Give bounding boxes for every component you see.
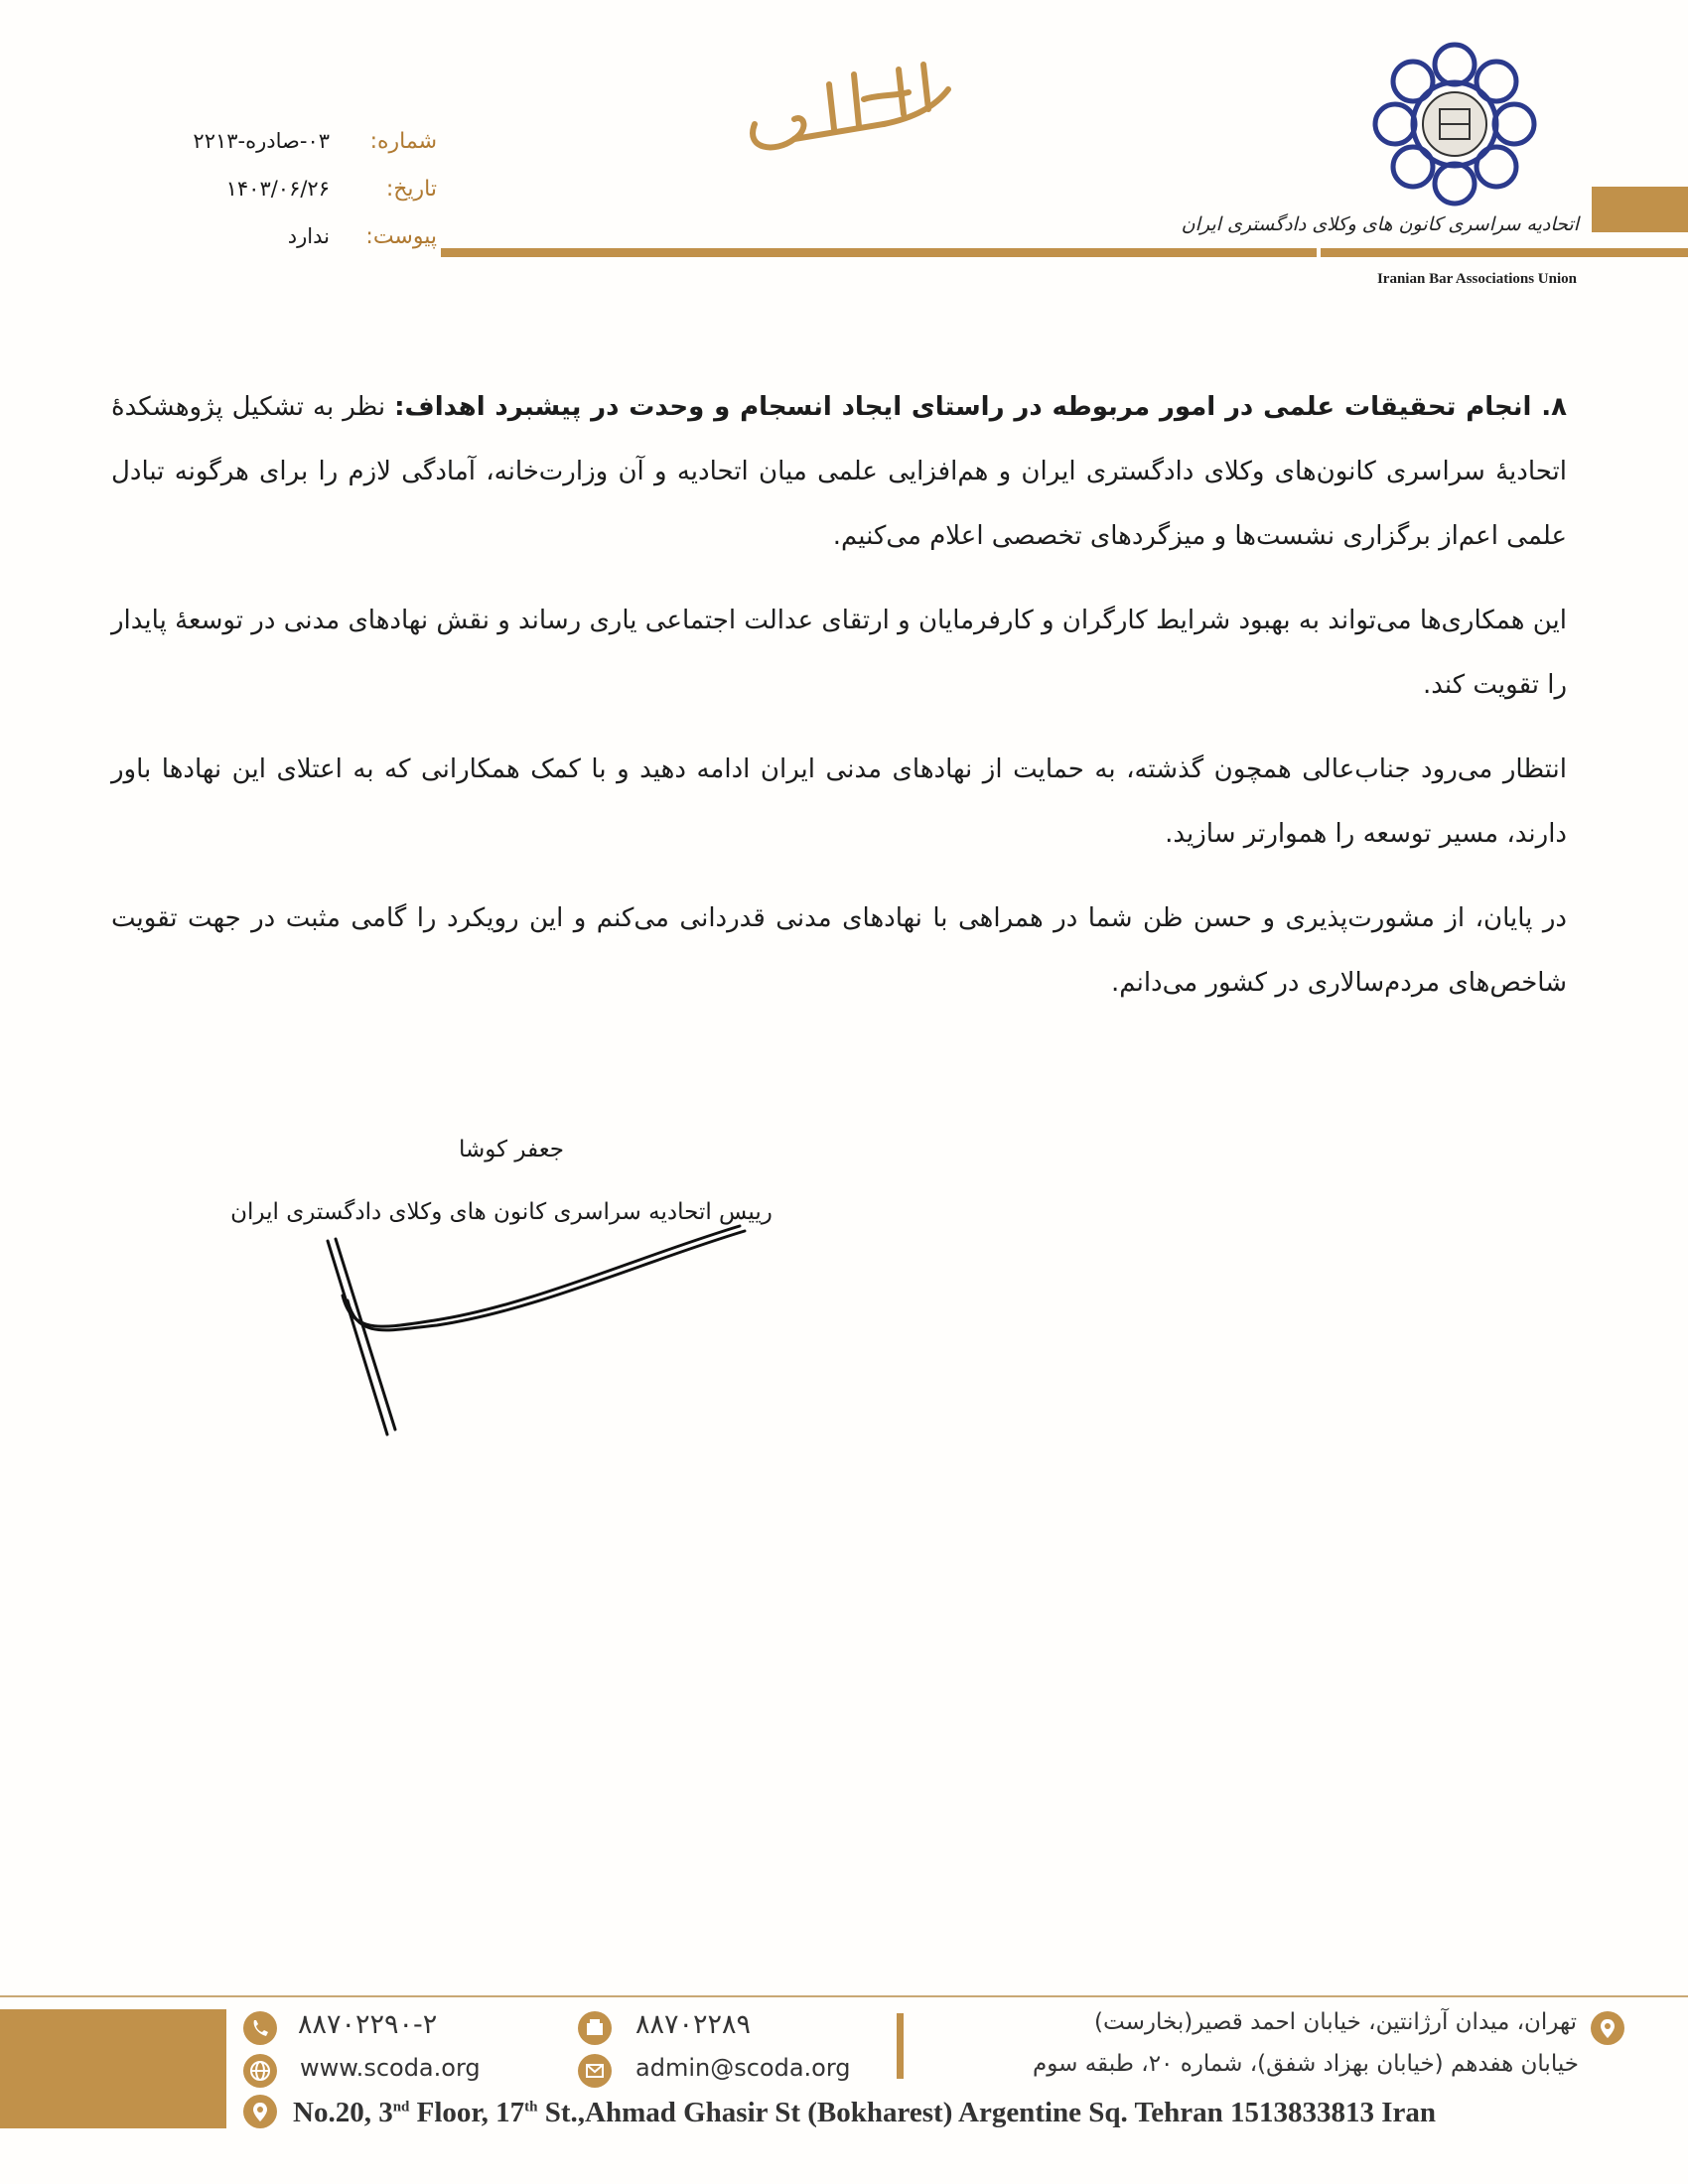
- address-en: No.20, 3nd Floor, 17th St.,Ahmad Ghasir St (Bokharest) Argentine Sq. Tehran 1513833813 Iran: [293, 2097, 1436, 2128]
- letter-body: [111, 375, 1567, 1035]
- phone-icon: [243, 2011, 277, 2045]
- paragraph-3: انتظار می‌رود جناب‌عالی همچون گذشته، به حمایت از نهادهای مدنی ایران ادامه دهید و با کمک همکارانی که به اعتلای این نهادها باور دارند، مسیر توسعه را هموارتر سازید.: [111, 754, 1567, 849]
- paragraph-1-text: نظر به تشکیل پژوهشکدهٔ اتحادیهٔ سراسری کانون‌های وکلای دادگستری ایران و هم‌افزایی علمی میان اتحادیه و آن وزارت‌خانه، آمادگی لازم را برای هرگونه تبادل علمی اعم‌از برگزاری نشست‌ها و میزگردهای تخصصی اعلام می‌کنیم.: [111, 392, 1567, 551]
- number-value: ۰۳-صادره-۲۲۱۳: [193, 129, 330, 153]
- paragraph-4: در پایان، از مشورت‌پذیری و حسن ظن شما در همراهی با نهادهای مدنی قدردانی می‌کنم و این رویکرد را گامی مثبت در جهت تقویت شاخص‌های مردم‌سالاری در کشور می‌دانم.: [111, 903, 1567, 998]
- handwritten-signature: [318, 1201, 765, 1449]
- paragraph-1-heading: ۸. انجام تحقیقات علمی در امور مربوطه در راستای ایجاد انسجام و وحدت در پیشبرد اهداف:: [394, 392, 1567, 422]
- number-label: شماره:: [369, 129, 437, 154]
- email-icon: [578, 2054, 612, 2088]
- signatory-name: جعفر کوشا: [458, 1137, 565, 1162]
- meta-date-row: [129, 177, 437, 224]
- location-pin-icon: [1591, 2011, 1624, 2045]
- date-value: ۱۴۰۳/۰۶/۲۶: [225, 177, 330, 201]
- signatory-title: رییس اتحادیه سراسری کانون های وکلای دادگستری ایران: [230, 1199, 773, 1225]
- organization-logo: [1181, 30, 1589, 287]
- website-link[interactable]: www.scoda.org: [300, 2054, 481, 2082]
- header-rule-left: [441, 248, 1317, 257]
- footer-rule: [0, 1995, 1688, 1997]
- fax-icon: [578, 2011, 612, 2045]
- org-name-en: Iranian Bar Associations Union: [1376, 271, 1577, 287]
- address-fa-line-2: خیابان هفدهم (خیابان بهزاد شفق)، شماره ۲۰، طبقه سوم: [1033, 2051, 1579, 2077]
- meta-attachment-row: [129, 224, 437, 272]
- footer-accent-block: [0, 2009, 226, 2128]
- footer-separator: [897, 2013, 904, 2079]
- location-pin-icon-en: [243, 2095, 277, 2128]
- meta-number-row: [129, 129, 437, 177]
- emblem-icon: [1360, 30, 1549, 218]
- date-label: تاریخ:: [385, 177, 437, 202]
- paragraph-2: این همکاری‌ها می‌تواند به بهبود شرایط کارگران و کارفرمایان و ارتقای عدالت اجتماعی یاری رساند و نقش نهادهای مدنی در توسعهٔ پایدار را تقویت کند.: [111, 606, 1567, 700]
- fax-number: ۸۸۷۰۲۲۸۹: [635, 2009, 752, 2040]
- address-fa-line-1: تهران، میدان آرژانتین، خیابان احمد قصیر(بخارست): [1094, 2009, 1577, 2035]
- letter-meta: [129, 129, 437, 272]
- header-accent-block: [1592, 187, 1688, 232]
- attachment-value: ندارد: [287, 224, 330, 248]
- globe-icon: [243, 2054, 277, 2088]
- phone-number: ۸۸۷۰۲۲۹۰-۲: [298, 2009, 438, 2040]
- org-name-fa: اتحادیه سراسری کانون های وکلای دادگستری ایران: [1181, 213, 1579, 235]
- paragraph-1: [111, 375, 1567, 569]
- email-link[interactable]: admin@scoda.org: [635, 2054, 851, 2082]
- basmala-calligraphy: [735, 55, 963, 164]
- attachment-label: پیوست:: [365, 224, 437, 249]
